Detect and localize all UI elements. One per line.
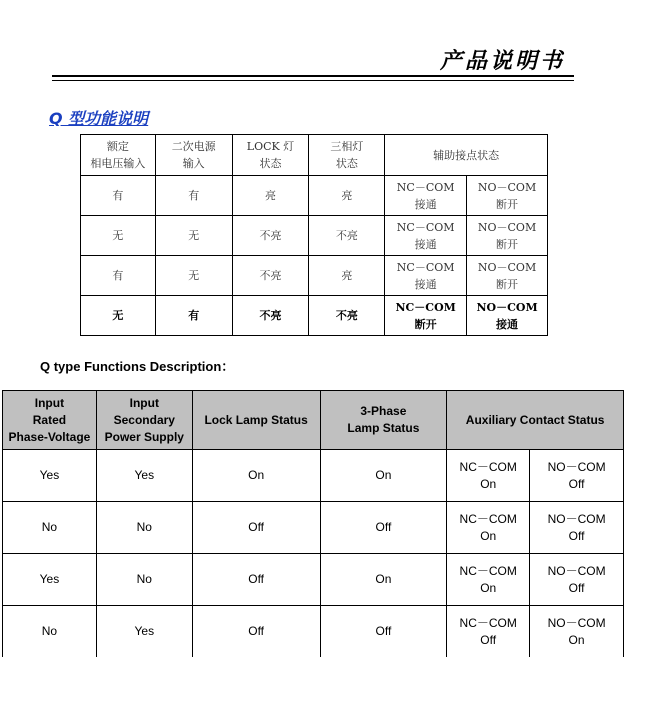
en-header-input-secondary: Input Secondary Power Supply bbox=[96, 391, 192, 450]
cn-cell-nc: NC－COM 接通 bbox=[385, 176, 467, 216]
document-header-title: 产品说明书 bbox=[440, 48, 566, 74]
cn-function-table bbox=[80, 134, 548, 336]
cn-cell-rated: 有 bbox=[81, 256, 156, 296]
cn-header-secondary-power: 二次电源 输入 bbox=[155, 135, 232, 176]
en-cell-secondary: No bbox=[96, 554, 192, 606]
table-row bbox=[81, 216, 548, 256]
en-cell-no: NO－COM Off bbox=[530, 502, 624, 554]
cn-header-aux-contact: 辅助接点状态 bbox=[385, 135, 548, 176]
cn-cell-nc: NC－COM 接通 bbox=[385, 256, 467, 296]
header-rule-thin bbox=[52, 80, 574, 81]
en-cell-lock: Off bbox=[192, 554, 320, 606]
cn-cell-nc: NC－COM 接通 bbox=[385, 216, 467, 256]
en-cell-rated: No bbox=[3, 606, 97, 658]
cn-cell-phase: 亮 bbox=[309, 256, 385, 296]
cn-cell-phase: 亮 bbox=[309, 176, 385, 216]
cn-header-three-phase-lamp: 三相灯 状态 bbox=[309, 135, 385, 176]
cn-cell-nc: NC－COM 断开 bbox=[385, 296, 467, 336]
cn-cell-lock: 不亮 bbox=[232, 296, 309, 336]
en-cell-nc: NC－COM On bbox=[447, 502, 530, 554]
en-cell-secondary: Yes bbox=[96, 606, 192, 658]
cn-cell-no: NO－COM 断开 bbox=[467, 176, 548, 216]
cn-cell-secondary: 有 bbox=[155, 176, 232, 216]
en-cell-phase: On bbox=[320, 554, 447, 606]
en-header-lock-lamp: Lock Lamp Status bbox=[192, 391, 320, 450]
en-cell-lock: On bbox=[192, 450, 320, 502]
en-cell-lock: Off bbox=[192, 502, 320, 554]
table-row bbox=[81, 296, 548, 336]
en-cell-rated: Yes bbox=[3, 450, 97, 502]
en-table-header-row bbox=[3, 391, 624, 450]
cn-cell-secondary: 无 bbox=[155, 256, 232, 296]
en-cell-nc: NC－COM On bbox=[447, 450, 530, 502]
en-cell-rated: No bbox=[3, 502, 97, 554]
table-row bbox=[3, 606, 624, 658]
table-row bbox=[3, 554, 624, 606]
en-section-title: Q type Functions Description： bbox=[40, 359, 235, 374]
cn-table-header-row bbox=[81, 135, 548, 176]
en-cell-nc: NC－COM On bbox=[447, 554, 530, 606]
cn-header-rated-voltage: 额定 相电压输入 bbox=[81, 135, 156, 176]
en-cell-nc: NC－COM Off bbox=[447, 606, 530, 658]
cn-cell-secondary: 无 bbox=[155, 216, 232, 256]
en-cell-secondary: No bbox=[96, 502, 192, 554]
table-row bbox=[3, 450, 624, 502]
cn-cell-rated: 有 bbox=[81, 176, 156, 216]
cn-cell-rated: 无 bbox=[81, 216, 156, 256]
en-cell-no: NO－COM On bbox=[530, 606, 624, 658]
en-cell-secondary: Yes bbox=[96, 450, 192, 502]
cn-cell-lock: 不亮 bbox=[232, 256, 309, 296]
table-row bbox=[81, 256, 548, 296]
en-header-aux-contact: Auxiliary Contact Status bbox=[447, 391, 624, 450]
cn-cell-phase: 不亮 bbox=[309, 296, 385, 336]
cn-cell-rated: 无 bbox=[81, 296, 156, 336]
cn-cell-no: NO－COM 断开 bbox=[467, 256, 548, 296]
table-row bbox=[81, 176, 548, 216]
en-header-input-rated: Input Rated Phase-Voltage bbox=[3, 391, 97, 450]
en-header-three-phase: 3-Phase Lamp Status bbox=[320, 391, 447, 450]
cn-cell-lock: 不亮 bbox=[232, 216, 309, 256]
cn-section-title: Q 型功能说明 bbox=[49, 109, 149, 128]
cn-cell-no: NO－COM 接通 bbox=[467, 296, 548, 336]
en-cell-rated: Yes bbox=[3, 554, 97, 606]
en-cell-phase: Off bbox=[320, 606, 447, 658]
cn-cell-secondary: 有 bbox=[155, 296, 232, 336]
en-function-table bbox=[2, 390, 624, 657]
en-cell-no: NO－COM Off bbox=[530, 554, 624, 606]
table-row bbox=[3, 502, 624, 554]
en-cell-phase: On bbox=[320, 450, 447, 502]
cn-cell-lock: 亮 bbox=[232, 176, 309, 216]
cn-cell-phase: 不亮 bbox=[309, 216, 385, 256]
en-cell-no: NO－COM Off bbox=[530, 450, 624, 502]
cn-cell-no: NO－COM 断开 bbox=[467, 216, 548, 256]
header-rule-thick bbox=[52, 75, 574, 77]
cn-header-lock-lamp: LOCK 灯 状态 bbox=[232, 135, 309, 176]
en-cell-lock: Off bbox=[192, 606, 320, 658]
en-cell-phase: Off bbox=[320, 502, 447, 554]
